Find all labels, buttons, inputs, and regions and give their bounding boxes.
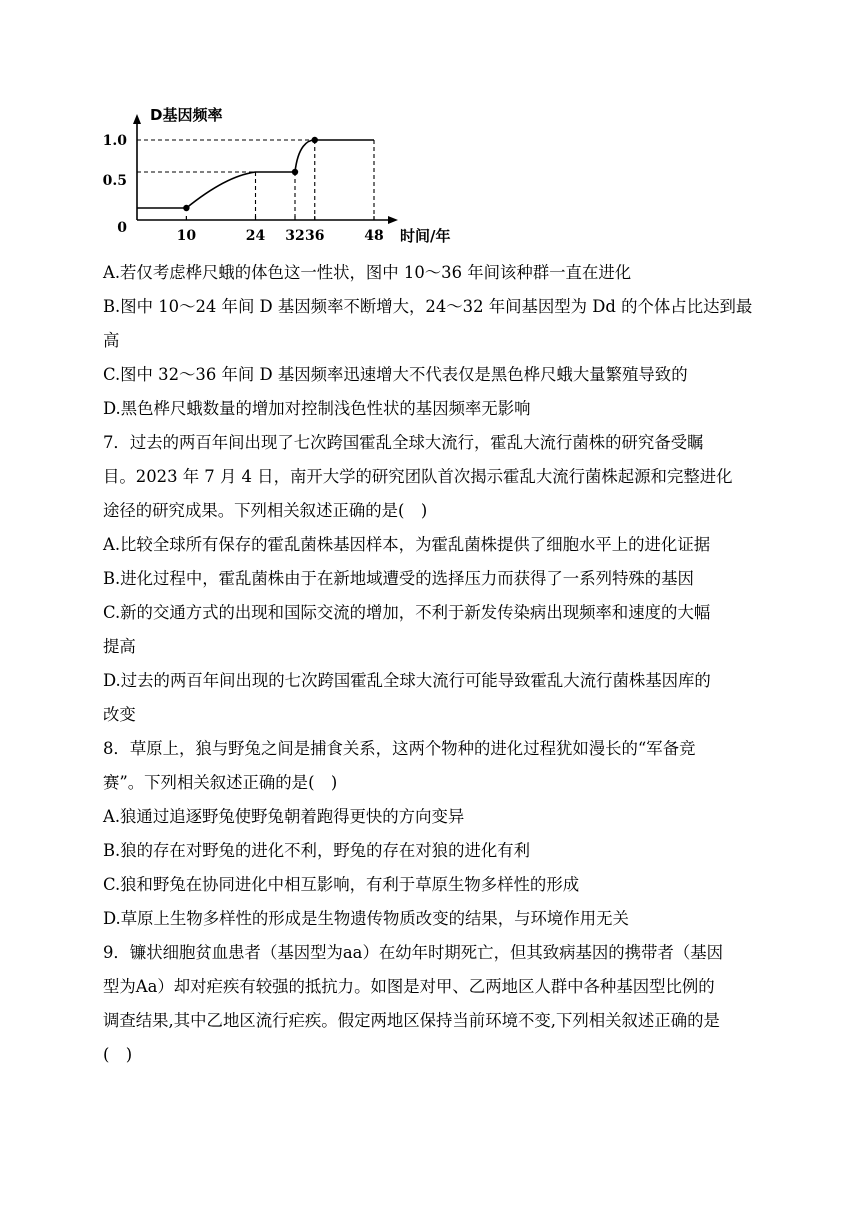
option-line: B.进化过程中，霍乱菌株由于在新地域遭受的选择压力而获得了一系列特殊的基因 bbox=[103, 569, 694, 588]
chart-labels bbox=[103, 106, 451, 245]
question-7-stem bbox=[103, 426, 763, 528]
question-6-options bbox=[103, 256, 763, 426]
option-line: C.图中 32～36 年间 D 基因频率迅速增大不代表仅是黑色桦尺蛾大量繁殖导致的 bbox=[103, 365, 688, 384]
option-line: 高 bbox=[103, 331, 120, 350]
question-stem-line: ( ) bbox=[103, 1045, 133, 1064]
option-line: 提高 bbox=[103, 637, 136, 656]
option-line: B.狼的存在对野兔的进化不利，野兔的存在对狼的进化有利 bbox=[103, 841, 531, 860]
question-stem-line: 途径的研究成果。下列相关叙述正确的是( ) bbox=[103, 501, 428, 520]
data-point bbox=[312, 137, 318, 143]
question-8-options bbox=[103, 800, 763, 936]
y-axis-arrow bbox=[133, 114, 141, 124]
question-stem-line: 目。2023 年 7 月 4 日，南开大学的研究团队首次揭示霍乱大流行菌株起源和完整进化 bbox=[103, 467, 733, 486]
question-stem-line: 赛”。下列相关叙述正确的是( ) bbox=[103, 773, 338, 792]
question-8-stem bbox=[103, 732, 763, 800]
question-stem-line: 8．草原上，狼与野兔之间是捕食关系，这两个物种的进化过程犹如漫长的“军备竞 bbox=[103, 739, 696, 758]
x-tick-label: 24 bbox=[245, 228, 266, 244]
x-tick-label: 32 bbox=[285, 228, 305, 244]
option-line: A.比较全球所有保存的霍乱菌株基因样本，为霍乱菌株提供了细胞水平上的进化证据 bbox=[103, 535, 711, 554]
x-tick-label: 48 bbox=[364, 228, 384, 244]
x-tick-label: 36 bbox=[305, 228, 325, 244]
question-stem-line: 7．过去的两百年间出现了七次跨国霍乱全球大流行，霍乱大流行菌株的研究备受瞩 bbox=[103, 433, 704, 452]
data-point bbox=[183, 205, 189, 211]
x-tick-label: 10 bbox=[176, 228, 197, 244]
question-stem-line: 型为Aa）却对疟疾有较强的抵抗力。如图是对甲、乙两地区人群中各种基因型比例的 bbox=[103, 977, 715, 996]
x-axis-label: 时间/年 bbox=[400, 227, 451, 245]
option-line: C.狼和野兔在协同进化中相互影响，有利于草原生物多样性的形成 bbox=[103, 875, 580, 894]
option-line: A.若仅考虑桦尺蛾的体色这一性状，图中 10～36 年间该种群一直在进化 bbox=[103, 263, 632, 282]
x-axis-arrow bbox=[388, 216, 398, 224]
question-stem-line: 9．镰状细胞贫血患者（基因型为aa）在幼年时期死亡，但其致病基因的携带者（基因 bbox=[103, 943, 724, 962]
d-gene-frequency-chart bbox=[100, 98, 451, 250]
option-line: D.草原上生物多样性的形成是生物遗传物质改变的结果，与环境作用无关 bbox=[103, 909, 629, 928]
question-stem-line: 调查结果,其中乙地区流行疟疾。假定两地区保持当前环境不变,下列相关叙述正确的是 bbox=[103, 1011, 720, 1030]
question-7-options bbox=[103, 528, 763, 732]
option-line: A.狼通过追逐野兔使野兔朝着跑得更快的方向变异 bbox=[103, 807, 465, 826]
y-axis-label: D基因频率 bbox=[150, 106, 223, 124]
option-line: D.黑色桦尺蛾数量的增加对控制浅色性状的基因频率无影响 bbox=[103, 399, 531, 418]
y-tick-label: 1.0 bbox=[102, 133, 127, 149]
data-point bbox=[292, 169, 298, 175]
option-line: B.图中 10～24 年间 D 基因频率不断增大，24～32 年间基因型为 Dd 的个体占比达到最 bbox=[103, 297, 753, 316]
option-line: 改变 bbox=[103, 705, 136, 724]
question-9-stem bbox=[103, 936, 763, 1072]
option-line: C.新的交通方式的出现和国际交流的增加，不利于新发传染病出现频率和速度的大幅 bbox=[103, 603, 711, 622]
y-tick-label: 0 bbox=[117, 220, 127, 236]
option-line: D.过去的两百年间出现的七次跨国霍乱全球大流行可能导致霍乱大流行菌株基因库的 bbox=[103, 671, 711, 690]
y-tick-label: 0.5 bbox=[102, 173, 127, 189]
question-text bbox=[103, 256, 763, 1072]
